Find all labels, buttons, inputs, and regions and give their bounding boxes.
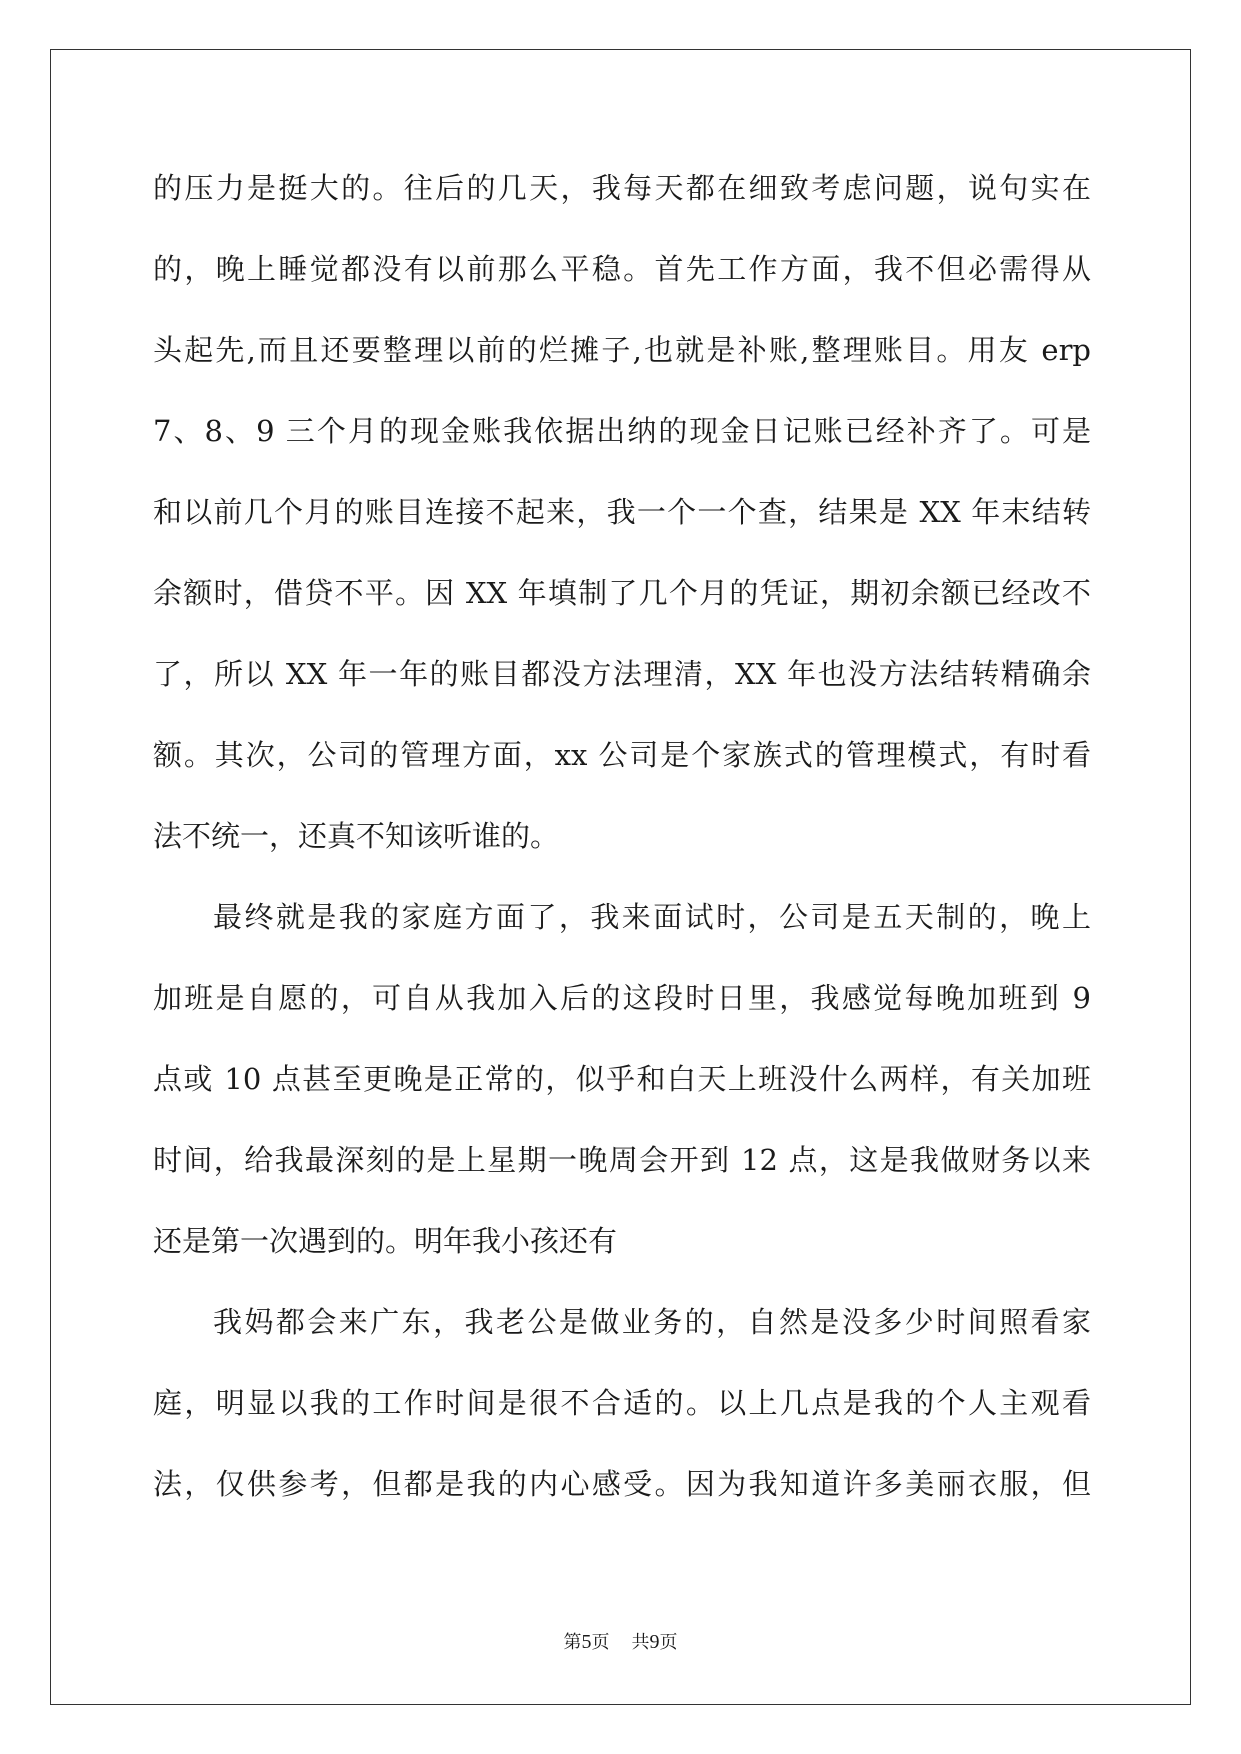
text-line: 头起先,而且还要整理以前的烂摊子,也就是补账,整理账目。用友 erp <box>153 333 1091 367</box>
text-line: 了，所以 XX 年一年的账目都没方法理清，XX 年也没方法结转精确余 <box>153 657 1091 691</box>
page-unit: 页 <box>591 1632 610 1653</box>
text-line: 余额时，借贷不平。因 XX 年填制了几个月的凭证，期初余额已经改不 <box>153 576 1091 610</box>
text-line: 额。其次，公司的管理方面，xx 公司是个家族式的管理模式，有时看 <box>153 738 1091 772</box>
text-line: 庭，明显以我的工作时间是很不合适的。以上几点是我的个人主观看 <box>153 1386 1091 1420</box>
text-line: 加班是自愿的，可自从我加入后的这段时日里，我感觉每晚加班到 9 <box>153 981 1091 1015</box>
text-line: 的压力是挺大的。往后的几天，我每天都在细致考虑问题，说句实在 <box>153 171 1091 205</box>
text-line: 和以前几个月的账目连接不起来，我一个一个查，结果是 XX 年末结转 <box>153 495 1091 529</box>
text-line: 最终就是我的家庭方面了，我来面试时，公司是五天制的，晚上 <box>213 900 1091 934</box>
document-body <box>153 164 1091 1541</box>
text-line: 点或 10 点甚至更晚是正常的，似乎和白天上班没什么两样，有关加班 <box>153 1062 1091 1096</box>
page-footer <box>0 1630 1241 1655</box>
text-line: 时间，给我最深刻的是上星期一晚周会开到 12 点，这是我做财务以来 <box>153 1143 1091 1177</box>
text-line: 的，晚上睡觉都没有以前那么平稳。首先工作方面，我不但必需得从 <box>153 252 1091 286</box>
text-line: 7、8、9 三个月的现金账我依据出纳的现金日记账已经补齐了。可是 <box>153 414 1091 448</box>
text-line: 法，仅供参考，但都是我的内心感受。因为我知道许多美丽衣服，但 <box>153 1467 1091 1501</box>
total-unit: 页 <box>659 1632 678 1653</box>
page-total: 9 <box>649 1631 660 1653</box>
page-current: 5 <box>581 1631 592 1653</box>
text-line: 还是第一次遇到的。明年我小孩还有 <box>153 1224 618 1258</box>
page-prefix: 第 <box>563 1632 582 1653</box>
total-prefix: 共 <box>631 1632 650 1653</box>
text-line: 法不统一，还真不知该听谁的。 <box>153 819 560 853</box>
text-line: 我妈都会来广东，我老公是做业务的，自然是没多少时间照看家 <box>213 1305 1091 1339</box>
